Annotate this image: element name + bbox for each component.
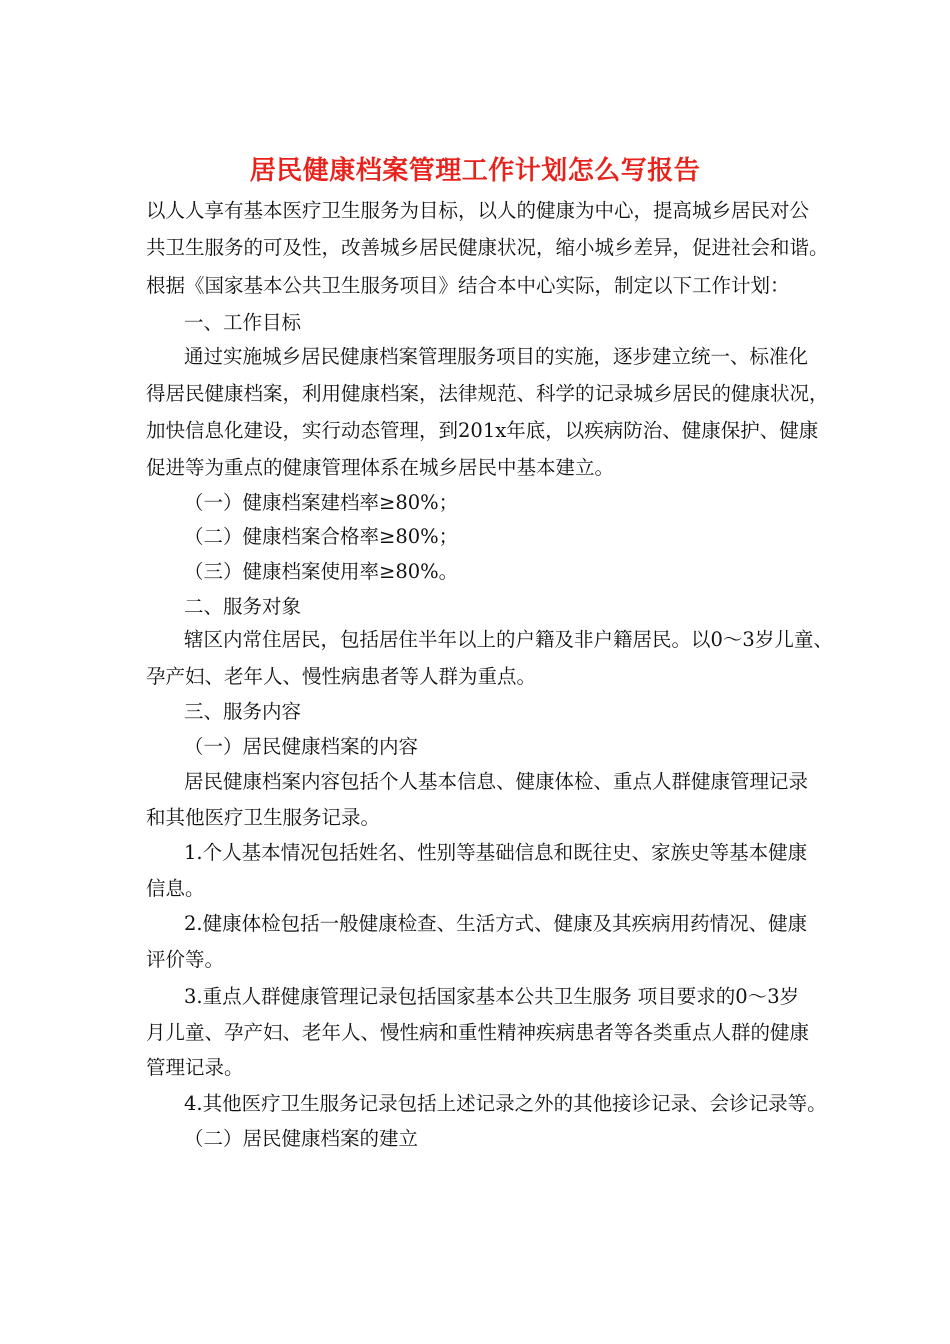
list-item: 2.健康体检包括一般健康检查、生活方式、健康及其疾病用药情况、健康 — [184, 912, 808, 935]
paragraph-line: 加快信息化建设，实行动态管理，到201x年底，以疾病防治、健康保护、健康 — [146, 419, 819, 442]
document-title: 居民健康档案管理工作计划怎么写报告 — [249, 156, 701, 186]
list-item: （三）健康档案使用率≥80%。 — [184, 560, 459, 583]
paragraph-line: 月儿童、孕产妇、老年人、慢性病和重性精神疾病患者等各类重点人群的健康 — [146, 1021, 810, 1044]
list-item: 3.重点人群健康管理记录包括国家基本公共卫生服务 项目要求的0～3岁 — [184, 985, 800, 1008]
paragraph-line: 评价等。 — [146, 948, 225, 971]
paragraph-line: 信息。 — [146, 877, 205, 900]
section-heading: 二、服务对象 — [184, 595, 302, 618]
paragraph-line: 共卫生服务的可及性，改善城乡居民健康状况，缩小城乡差异，促进社会和谐。 — [146, 236, 829, 259]
section-heading: 三、服务内容 — [184, 700, 302, 723]
paragraph-line: 得居民健康档案，利用健康档案，法律规范、科学的记录城乡居民的健康状况， — [146, 382, 829, 405]
paragraph-line: 辖区内常住居民，包括居住半年以上的户籍及非户籍居民。以0～3岁儿童、 — [184, 628, 833, 651]
paragraph-line: 和其他医疗卫生服务记录。 — [146, 806, 381, 829]
paragraph-line: 孕产妇、老年人、慢性病患者等人群为重点。 — [146, 665, 537, 688]
paragraph-line: 根据《国家基本公共卫生服务项目》结合本中心实际，制定以下工作计划： — [146, 274, 790, 297]
paragraph-line: 居民健康档案内容包括个人基本信息、健康体检、重点人群健康管理记录 — [184, 770, 809, 793]
subsection-heading: （二）居民健康档案的建立 — [184, 1127, 419, 1150]
section-heading: 一、工作目标 — [184, 311, 302, 334]
list-item: 4.其他医疗卫生服务记录包括上述记录之外的其他接诊记录、会诊记录等。 — [184, 1092, 827, 1115]
paragraph-line: 促进等为重点的健康管理体系在城乡居民中基本建立。 — [146, 456, 615, 479]
paragraph-line: 以人人享有基本医疗卫生服务为目标，以人的健康为中心，提高城乡居民对公 — [146, 199, 810, 222]
paragraph-line: 管理记录。 — [146, 1056, 244, 1079]
subsection-heading: （一）居民健康档案的内容 — [184, 735, 419, 758]
paragraph-line: 通过实施城乡居民健康档案管理服务项目的实施，逐步建立统一、标准化 — [184, 345, 809, 368]
list-item: （二）健康档案合格率≥80%； — [184, 525, 459, 548]
list-item: 1.个人基本情况包括姓名、性别等基础信息和既往史、家族史等基本健康 — [184, 841, 808, 864]
list-item: （一）健康档案建档率≥80%； — [184, 491, 459, 514]
